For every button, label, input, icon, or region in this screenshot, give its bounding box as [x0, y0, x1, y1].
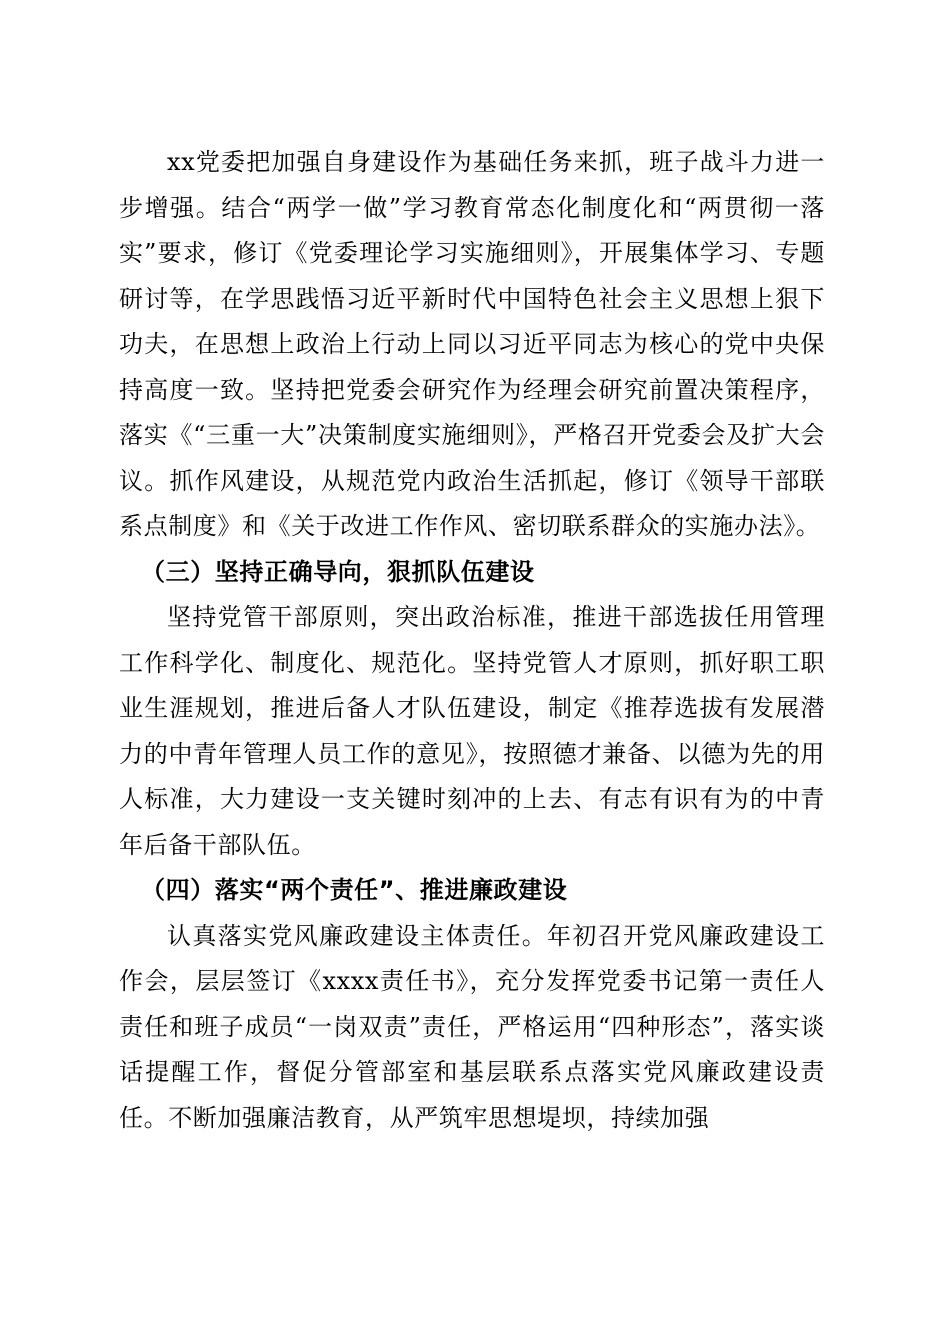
paragraph-cadre-management: 坚持党管干部原则，突出政治标准，推进干部选拔任用管理工作科学化、制度化、规范化。坚持党管人才原则，抓好职工职业生涯规划，推进后备人才队伍建设，制定《推荐选拔有发展潜力的中青年管理人员工作的意见》，按照德才兼备、以德为先的用人标准，大力建设一支关键时刻冲的上去、有志有识有为的中青年后备干部队伍。: [119, 603, 825, 859]
paragraph-party-committee-self-building: xx党委把加强自身建设作为基础任务来抓，班子战斗力进一步增强。结合“两学一做”学习教育常态化制度化和“两贯彻一落实”要求，修订《党委理论学习实施细则》，开展集体学习、专题研讨等，在学思践悟习近平新时代中国特色社会主义思想上狠下功夫，在思想上政治上行动上同以习近平同志为核心的党中央保持高度一致。坚持把党委会研究作为经理会研究前置决策程序，落实《“三重一大”决策制度实施细则》，严格召开党委会及扩大会议。抓作风建设，从规范党内政治生活抓起，修订《领导干部联系点制度》和《关于改进工作作风、密切联系群众的实施办法》。: [119, 148, 825, 540]
section-heading-integrity-building: （四）落实“两个责任”、推进廉政建设: [141, 876, 568, 904]
document-body: [119, 140, 825, 1141]
section-heading-team-building: （三）坚持正确导向，狠抓队伍建设: [141, 557, 535, 586]
paragraph-integrity-responsibility: 认真落实党风廉政建设主体责任。年初召开党风廉政建设工作会，层层签订《xxxx责任书》，充分发挥党委书记第一责任人责任和班子成员“一岗双责”责任，严格运用“四种形态”，落实谈话提醒工作，督促分管部室和基层联系点落实党风廉政建设责任。不断加强廉洁教育，从严筑牢思想堤坝，持续加强: [119, 921, 825, 1132]
